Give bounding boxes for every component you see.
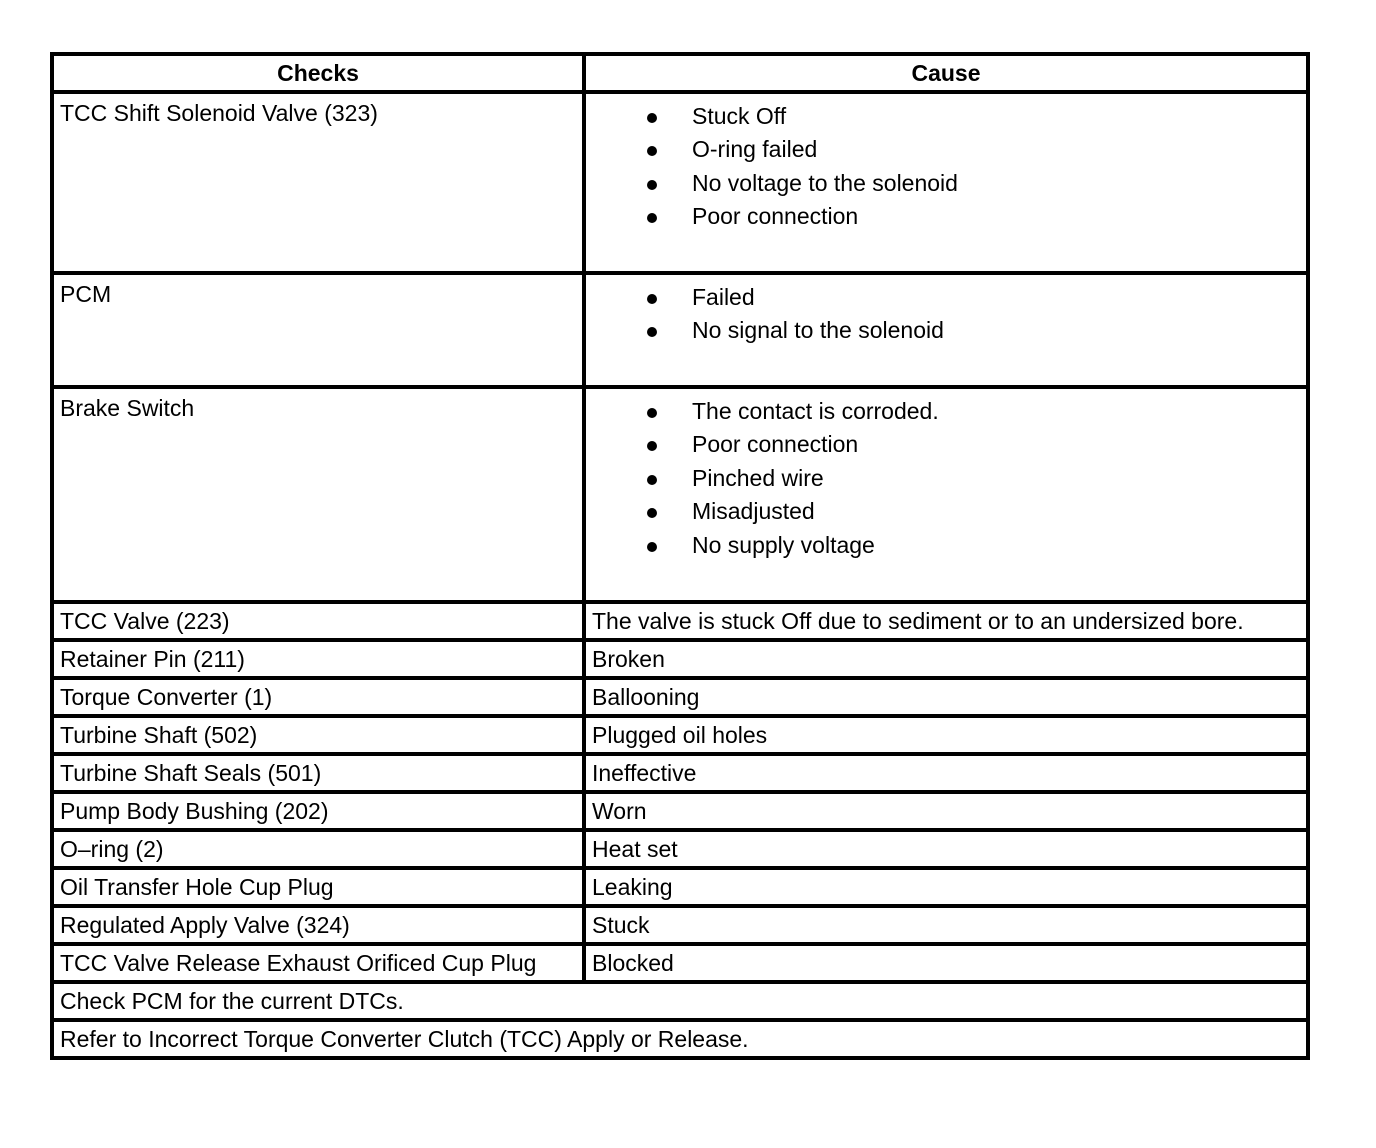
note-cell: Check PCM for the current DTCs. <box>52 982 1308 1020</box>
list-item: O-ring failed <box>592 133 1306 166</box>
list-item: Stuck Off <box>592 100 1306 133</box>
table-row <box>52 944 1308 982</box>
check-cell: Pump Body Bushing (202) <box>52 792 584 830</box>
cause-cell: Plugged oil holes <box>584 716 1308 754</box>
bullet-icon <box>647 542 657 552</box>
check-cell: Turbine Shaft Seals (501) <box>52 754 584 792</box>
table-row <box>52 387 1308 602</box>
check-cell: Turbine Shaft (502) <box>52 716 584 754</box>
table-row <box>52 868 1308 906</box>
check-cell: Brake Switch <box>52 387 584 602</box>
table-row <box>52 754 1308 792</box>
header-row <box>52 54 1308 92</box>
cause-list <box>592 100 1306 234</box>
list-item: Pinched wire <box>592 462 1306 495</box>
cause-cell: Heat set <box>584 830 1308 868</box>
bullet-icon <box>647 180 657 190</box>
note-row <box>52 982 1308 1020</box>
bullet-icon <box>647 475 657 485</box>
list-item: Poor connection <box>592 428 1306 461</box>
cause-list <box>592 395 1306 562</box>
cause-cell: Ballooning <box>584 678 1308 716</box>
table-row <box>52 602 1308 640</box>
check-cell: Oil Transfer Hole Cup Plug <box>52 868 584 906</box>
list-item: Misadjusted <box>592 495 1306 528</box>
cause-cell <box>584 387 1308 602</box>
cause-cell <box>584 92 1308 273</box>
check-cell: Torque Converter (1) <box>52 678 584 716</box>
bullet-icon <box>647 294 657 304</box>
check-cell: PCM <box>52 273 584 387</box>
bullet-icon <box>647 213 657 223</box>
cause-cell: The valve is stuck Off due to sediment or to an undersized bore. <box>584 602 1308 640</box>
check-cell: O–ring (2) <box>52 830 584 868</box>
table-row <box>52 906 1308 944</box>
list-item: No supply voltage <box>592 529 1306 562</box>
check-cell: Regulated Apply Valve (324) <box>52 906 584 944</box>
list-item: Failed <box>592 281 1306 314</box>
check-cell: TCC Valve Release Exhaust Orificed Cup Plug <box>52 944 584 982</box>
cause-cell <box>584 273 1308 387</box>
diagnostic-table <box>50 52 1310 1060</box>
table-row <box>52 716 1308 754</box>
table-row <box>52 830 1308 868</box>
cause-cell: Ineffective <box>584 754 1308 792</box>
bullet-icon <box>647 146 657 156</box>
bullet-icon <box>647 508 657 518</box>
cause-cell: Broken <box>584 640 1308 678</box>
bullet-icon <box>647 113 657 123</box>
checks-header: Checks <box>52 54 584 92</box>
table-row <box>52 640 1308 678</box>
check-cell: Retainer Pin (211) <box>52 640 584 678</box>
bullet-icon <box>647 441 657 451</box>
list-item: Poor connection <box>592 200 1306 233</box>
note-cell: Refer to Incorrect Torque Converter Clutch (TCC) Apply or Release. <box>52 1020 1308 1058</box>
check-cell: TCC Shift Solenoid Valve (323) <box>52 92 584 273</box>
table-row <box>52 678 1308 716</box>
cause-cell: Stuck <box>584 906 1308 944</box>
bullet-icon <box>647 408 657 418</box>
bullet-icon <box>647 327 657 337</box>
list-item: No voltage to the solenoid <box>592 167 1306 200</box>
cause-header: Cause <box>584 54 1308 92</box>
cause-cell: Leaking <box>584 868 1308 906</box>
cause-cell: Blocked <box>584 944 1308 982</box>
list-item: No signal to the solenoid <box>592 314 1306 347</box>
table-row <box>52 792 1308 830</box>
cause-cell: Worn <box>584 792 1308 830</box>
table-row <box>52 273 1308 387</box>
table-row <box>52 92 1308 273</box>
list-item: The contact is corroded. <box>592 395 1306 428</box>
note-row <box>52 1020 1308 1058</box>
check-cell: TCC Valve (223) <box>52 602 584 640</box>
cause-list <box>592 281 1306 348</box>
